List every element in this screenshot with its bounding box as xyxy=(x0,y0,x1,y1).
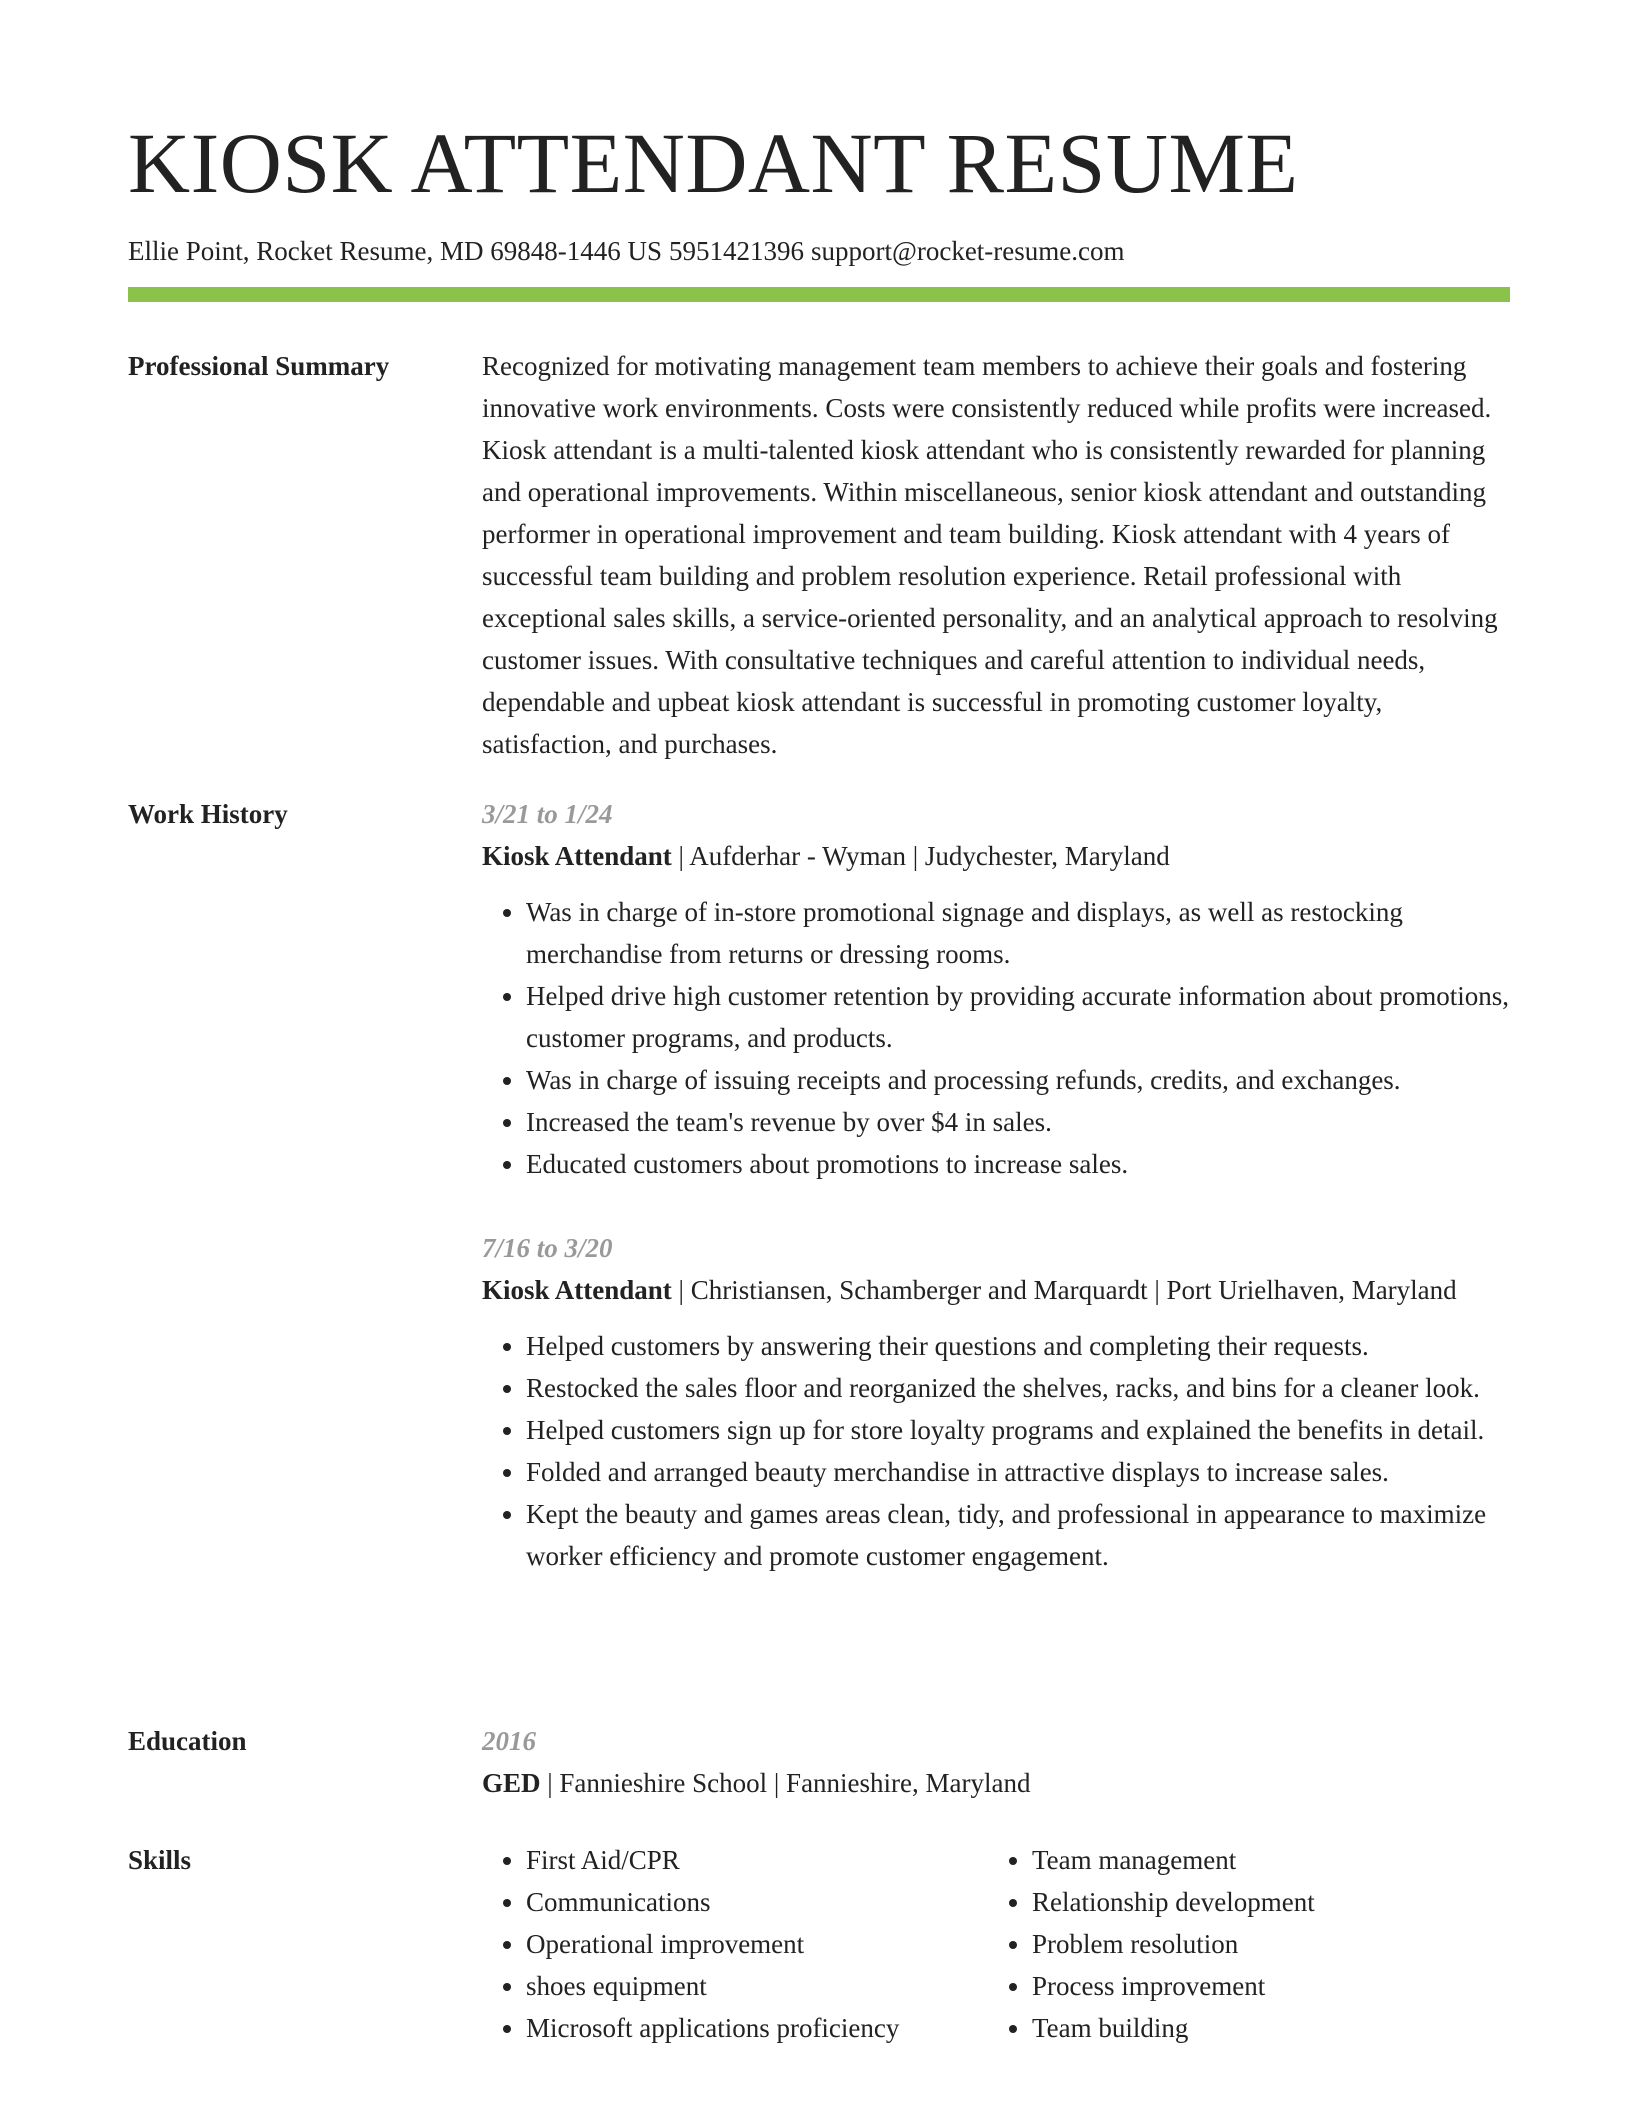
skill-item: • Process improvement xyxy=(1032,1965,1494,2007)
contact-email: support@rocket-resume.com xyxy=(810,236,1125,266)
skill-item: • Communications xyxy=(526,1881,988,1923)
summary-text: Recognized for motivating management team members to achieve their goals and fostering innovative work environments. Costs were consistently reduced while profits were increased. Kiosk attendant is a multi-talented kiosk attendant who is consistently rewarded for planning and operational improvements. Within miscellaneous, senior kiosk attendant and outstanding performer in operational improvement and team building. Kiosk attendant with 4 years of successful team building and problem resolution experience. Retail professional with exceptional sales skills, a service-oriented personality, and an analytical approach to resolving customer issues. With consultative techniques and careful attention to individual needs, dependable and upbeat kiosk attendant is successful in promoting customer loyalty, satisfaction, and purchases. xyxy=(482,351,1498,759)
skills-body xyxy=(482,1839,1510,2049)
job-entry xyxy=(482,1227,1510,1577)
job-entry xyxy=(482,793,1510,1185)
job-heading xyxy=(482,1269,1510,1311)
resume-title: KIOSK ATTENDANT RESUME xyxy=(128,115,1299,211)
summary-label: Professional Summary xyxy=(128,351,390,381)
education-label: Education xyxy=(128,1726,247,1756)
job-bullet: • Increased the team's revenue by over $4 in sales. xyxy=(526,1101,1510,1143)
job-bullet: • Folded and arranged beauty merchandise in attractive displays to increase sales. xyxy=(526,1451,1510,1493)
contact-line xyxy=(128,233,1132,269)
job-bullet: • Helped customers by answering their questions and completing their requests. xyxy=(526,1325,1510,1367)
contact-phone: 5951421396 xyxy=(668,236,804,266)
skills-columns xyxy=(482,1839,1510,2049)
skill-item: • First Aid/CPR xyxy=(526,1839,988,1881)
job-bullet: • Was in charge of issuing receipts and processing refunds, credits, and exchanges. xyxy=(526,1059,1510,1101)
skill-item: • Problem resolution xyxy=(1032,1923,1494,1965)
work-history-label: Work History xyxy=(128,799,288,829)
skill-item: • Microsoft applications proficiency xyxy=(526,2007,988,2049)
skill-item: • Team building xyxy=(1032,2007,1494,2049)
job-details: | Aufderhar - Wyman | Judychester, Maryland xyxy=(671,841,1170,871)
job-title: Kiosk Attendant xyxy=(482,841,672,871)
skill-item: • Team management xyxy=(1032,1839,1494,1881)
skills-label: Skills xyxy=(128,1845,192,1875)
summary-body xyxy=(482,345,1510,765)
skill-item: • Operational improvement xyxy=(526,1923,988,1965)
education-details: | Fannieshire School | Fannieshire, Maryland xyxy=(540,1768,1031,1798)
contact-address: Ellie Point, Rocket Resume, MD 69848-1446 US xyxy=(128,236,662,266)
header-divider xyxy=(128,287,1510,302)
education-body xyxy=(482,1720,1510,1804)
job-title: Kiosk Attendant xyxy=(482,1275,672,1305)
job-bullet: • Educated customers about promotions to increase sales. xyxy=(526,1143,1510,1185)
work-history-body xyxy=(482,793,1510,1577)
job-bullets xyxy=(482,1325,1510,1577)
education-heading xyxy=(482,1762,1510,1804)
education-degree: GED xyxy=(482,1768,541,1798)
job-heading xyxy=(482,835,1510,877)
job-dates: 3/21 to 1/24 xyxy=(482,799,613,829)
skill-item: • shoes equipment xyxy=(526,1965,988,2007)
education-year: 2016 xyxy=(482,1726,536,1756)
skill-item: • Relationship development xyxy=(1032,1881,1494,1923)
job-bullet: • Helped drive high customer retention by providing accurate information about promotions, customer programs, and products. xyxy=(526,975,1510,1059)
job-bullet: • Helped customers sign up for store loyalty programs and explained the benefits in detail. xyxy=(526,1409,1510,1451)
skills-list-left xyxy=(482,1839,988,2049)
job-bullet: • Was in charge of in-store promotional signage and displays, as well as restocking merchandise from returns or dressing rooms. xyxy=(526,891,1510,975)
skills-list-right xyxy=(988,1839,1494,2049)
job-details: | Christiansen, Schamberger and Marquardt | Port Urielhaven, Maryland xyxy=(671,1275,1457,1305)
job-bullets xyxy=(482,891,1510,1185)
job-bullet: • Restocked the sales floor and reorganized the shelves, racks, and bins for a cleaner look. xyxy=(526,1367,1510,1409)
job-bullet: • Kept the beauty and games areas clean, tidy, and professional in appearance to maximize worker efficiency and promote customer engagement. xyxy=(526,1493,1510,1577)
job-dates: 7/16 to 3/20 xyxy=(482,1233,613,1263)
